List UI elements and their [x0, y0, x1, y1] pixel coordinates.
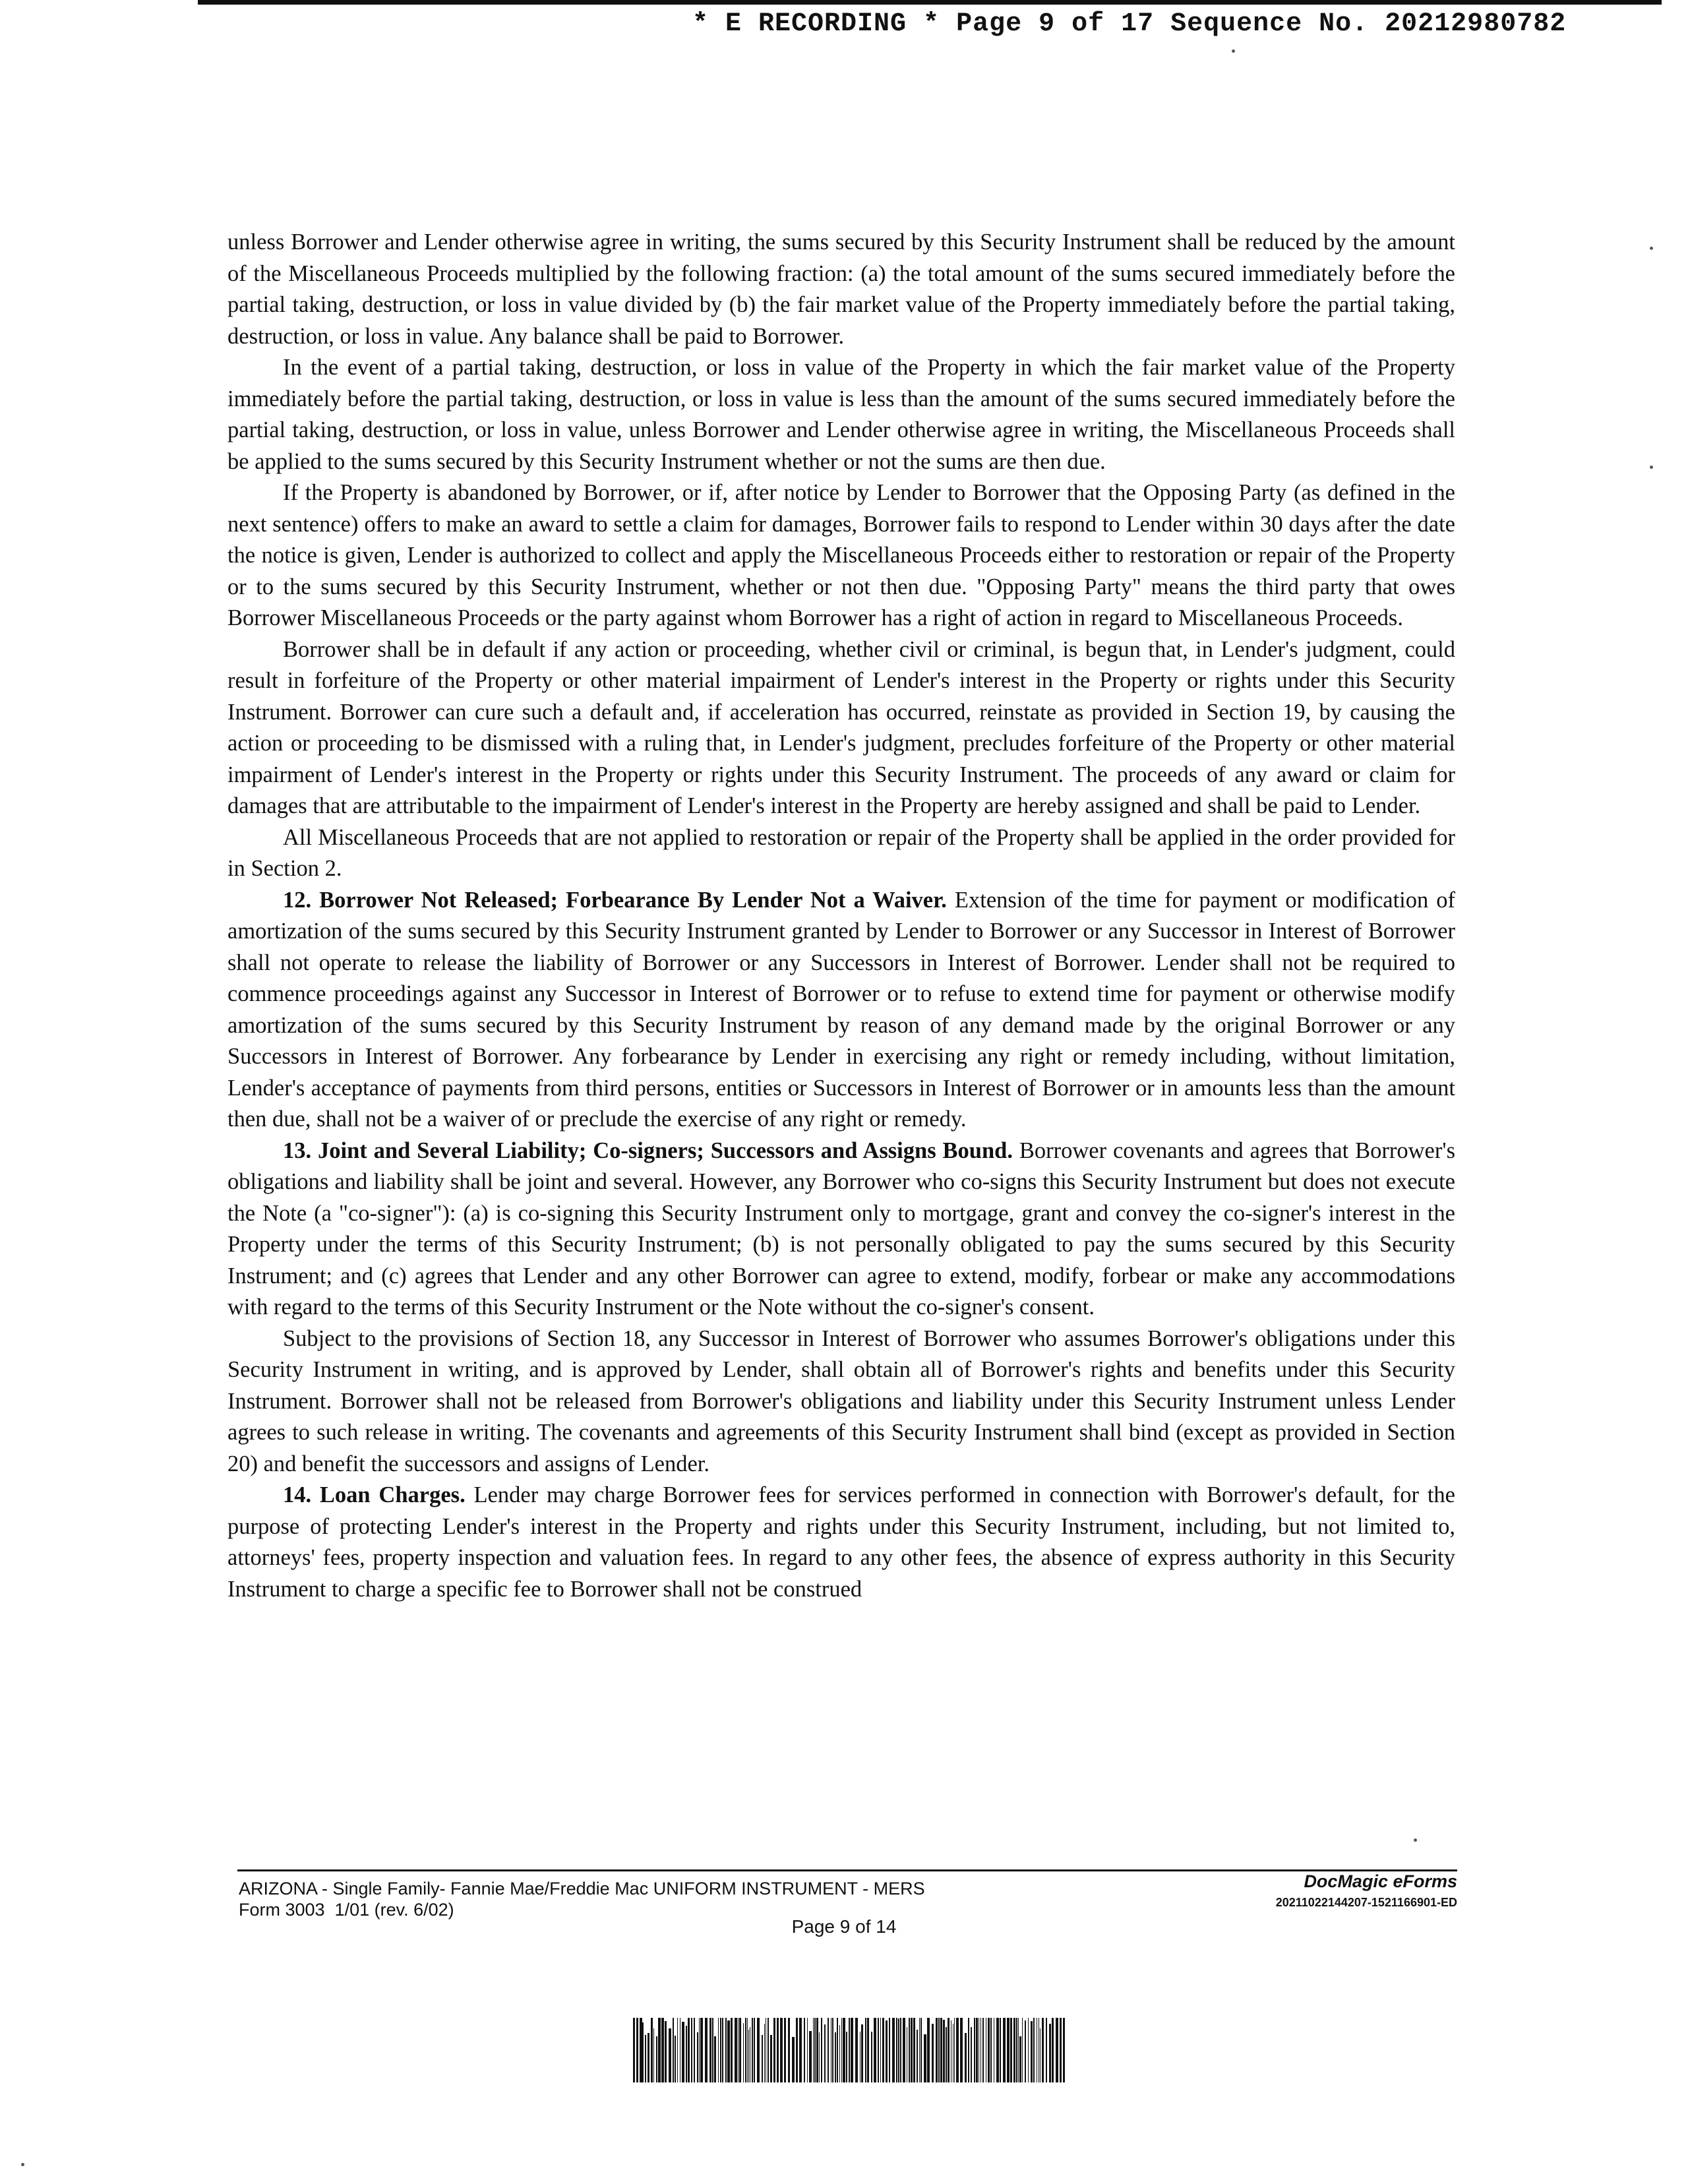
- paragraph-text: Lender may charge Borrower fees for services performed in connection with Borrower's default, for the purpose of protecting Lender's interest in the Property and rights under this Security Instrument, including, but not limited to, attorneys' fees, property inspection and valuation fees. In regard to any other fees, the absence of express authority in this Security Instrument to charge a specific fee to Borrower shall not be construed: [227, 1482, 1455, 1602]
- scan-speck: [1650, 247, 1653, 250]
- paragraph-text: In the event of a partial taking, destruction, or loss in value of the Property in which the fair market value of the Property immediately before the partial taking, destruction, or loss in value is less than the amount of the sums secured immediately before the partial taking, destruction, or loss in value, unless Borrower and Lender otherwise agree in writing, the Miscellaneous Proceeds shall be applied to the sums secured by this Security Instrument whether or not the sums are then due.: [227, 355, 1455, 474]
- paragraph-text: If the Property is abandoned by Borrower, or if, after notice by Lender to Borrower that the Opposing Party (as defined in the next sentence) offers to make an award to settle a claim for damages, Borrower fails to respond to Lender within 30 days after the date the notice is given, Lender is authorized to collect and apply the Miscellaneous Proceeds either to restoration or repair of the Property or to the sums secured by this Security Instrument, whether or not then due. "Opposing Party" means the third party that owes Borrower Miscellaneous Proceeds or the party against whom Borrower has a right of action in regard to Miscellaneous Proceeds.: [227, 480, 1455, 630]
- paragraph-1: [227, 227, 1455, 352]
- scan-speck: [1232, 49, 1235, 53]
- section-13: [227, 1136, 1455, 1323]
- page-number: Page 9 of 14: [791, 1916, 897, 1937]
- paragraph-text: All Miscellaneous Proceeds that are not applied to restoration or repair of the Property shall be applied in the order provided for in Section 2.: [227, 824, 1455, 881]
- brand-logo: DocMagic eForms: [1304, 1871, 1457, 1891]
- paragraph-text: Subject to the provisions of Section 18, any Successor in Interest of Borrower who assumes Borrower's obligations under this Security Instrument in writing, and is approved by Lender, shall obtain all of Borrower's rights and benefits under this Security Instrument. Borrower shall not be released from Borrower's obligations and liability under this Security Instrument unless Lender agrees to such release in writing. The covenants and agreements of this Security Instrument shall bind (except as provided in Section 20) and benefit the successors and assigns of Lender.: [227, 1325, 1455, 1476]
- paragraph-text: Extension of the time for payment or modification of amortization of the sums secured by this Security Instrument granted by Lender to Borrower or any Successor in Interest of Borrower shall not operate to release the liability of Borrower or any Successors in Interest of Borrower. Lender shall not be required to commence proceedings against any Successor in Interest of Borrower or to refuse to extend time for payment or otherwise modify amortization of the sums secured by this Security Instrument by reason of any demand made by the original Borrower or any Successors in Interest of Borrower. Any forbearance by Lender in exercising any right or remedy including, without limitation, Lender's acceptance of payments from third persons, entities or Successors in Interest of Borrower or in amounts less than the amount then due, shall not be a waiver of or preclude the exercise of any right or remedy.: [227, 887, 1455, 1132]
- paragraph-2: [227, 352, 1455, 477]
- paragraph-5: [227, 822, 1455, 885]
- footer-rule: [237, 1869, 1457, 1871]
- section-12: [227, 885, 1455, 1136]
- recording-header: * E RECORDING * Page 9 of 17 Sequence No. 20212980782: [692, 9, 1567, 39]
- barcode-icon: [633, 2018, 1081, 2082]
- form-line-1: ARIZONA - Single Family- Fannie Mae/Freddie Mac UNIFORM INSTRUMENT - MERS: [239, 1879, 925, 1898]
- section-14: [227, 1480, 1455, 1605]
- scan-speck: [1650, 466, 1653, 469]
- section-14-heading: 14. Loan Charges.: [283, 1482, 466, 1507]
- scan-speck: [1414, 1838, 1417, 1842]
- paragraph-3: [227, 477, 1455, 634]
- paragraph-4: [227, 634, 1455, 822]
- paragraph-8: [227, 1323, 1455, 1480]
- top-border-rule: [198, 0, 1662, 5]
- document-body: [227, 227, 1455, 1605]
- section-13-heading: 13. Joint and Several Liability; Co-signers; Successors and Assigns Bound.: [283, 1138, 1013, 1163]
- paragraph-text: unless Borrower and Lender otherwise agree in writing, the sums secured by this Security Instrument shall be reduced by the amount of the Miscellaneous Proceeds multiplied by the following fraction: (a) the total amount of the sums secured immediately before the partial taking, destruction, or loss in value divided by (b) the fair market value of the Property immediately before the partial taking, destruction, or loss in value. Any balance shall be paid to Borrower.: [227, 229, 1455, 349]
- doc-code: 20211022144207-1521166901-ED: [1275, 1896, 1457, 1909]
- form-identifier: [239, 1878, 925, 1920]
- section-12-heading: 12. Borrower Not Released; Forbearance By Lender Not a Waiver.: [283, 887, 947, 913]
- paragraph-text: Borrower shall be in default if any action or proceeding, whether civil or criminal, is begun that, in Lender's judgment, could result in forfeiture of the Property or other material impairment of Lender's interest in the Property or rights under this Security Instrument. Borrower can cure such a default and, if acceleration has occurred, reinstate as provided in Section 19, by causing the action or proceeding to be dismissed with a ruling that, in Lender's judgment, precludes forfeiture of the Property or other material impairment of Lender's interest in the Property or rights under this Security Instrument. The proceeds of any award or claim for damages that are attributable to the impairment of Lender's interest in the Property are hereby assigned and shall be paid to Lender.: [227, 636, 1455, 818]
- scan-speck: [21, 2163, 24, 2166]
- paragraph-text: Borrower covenants and agrees that Borrower's obligations and liability shall be joint and several. However, any Borrower who co-signs this Security Instrument but does not execute the Note (a "co-signer"): (a) is co-signing this Security Instrument only to mortgage, grant and convey the co-signer's interest in the Property under the terms of this Security Instrument; (b) is not personally obligated to pay the sums secured by this Security Instrument; and (c) agrees that Lender and any other Borrower can agree to extend, modify, forbear or make any accommodations with regard to the terms of this Security Instrument or the Note without the co-signer's consent.: [227, 1138, 1456, 1320]
- form-line-2: Form 3003 1/01 (rev. 6/02): [239, 1900, 454, 1920]
- docmagic-brand: [1276, 1871, 1457, 1910]
